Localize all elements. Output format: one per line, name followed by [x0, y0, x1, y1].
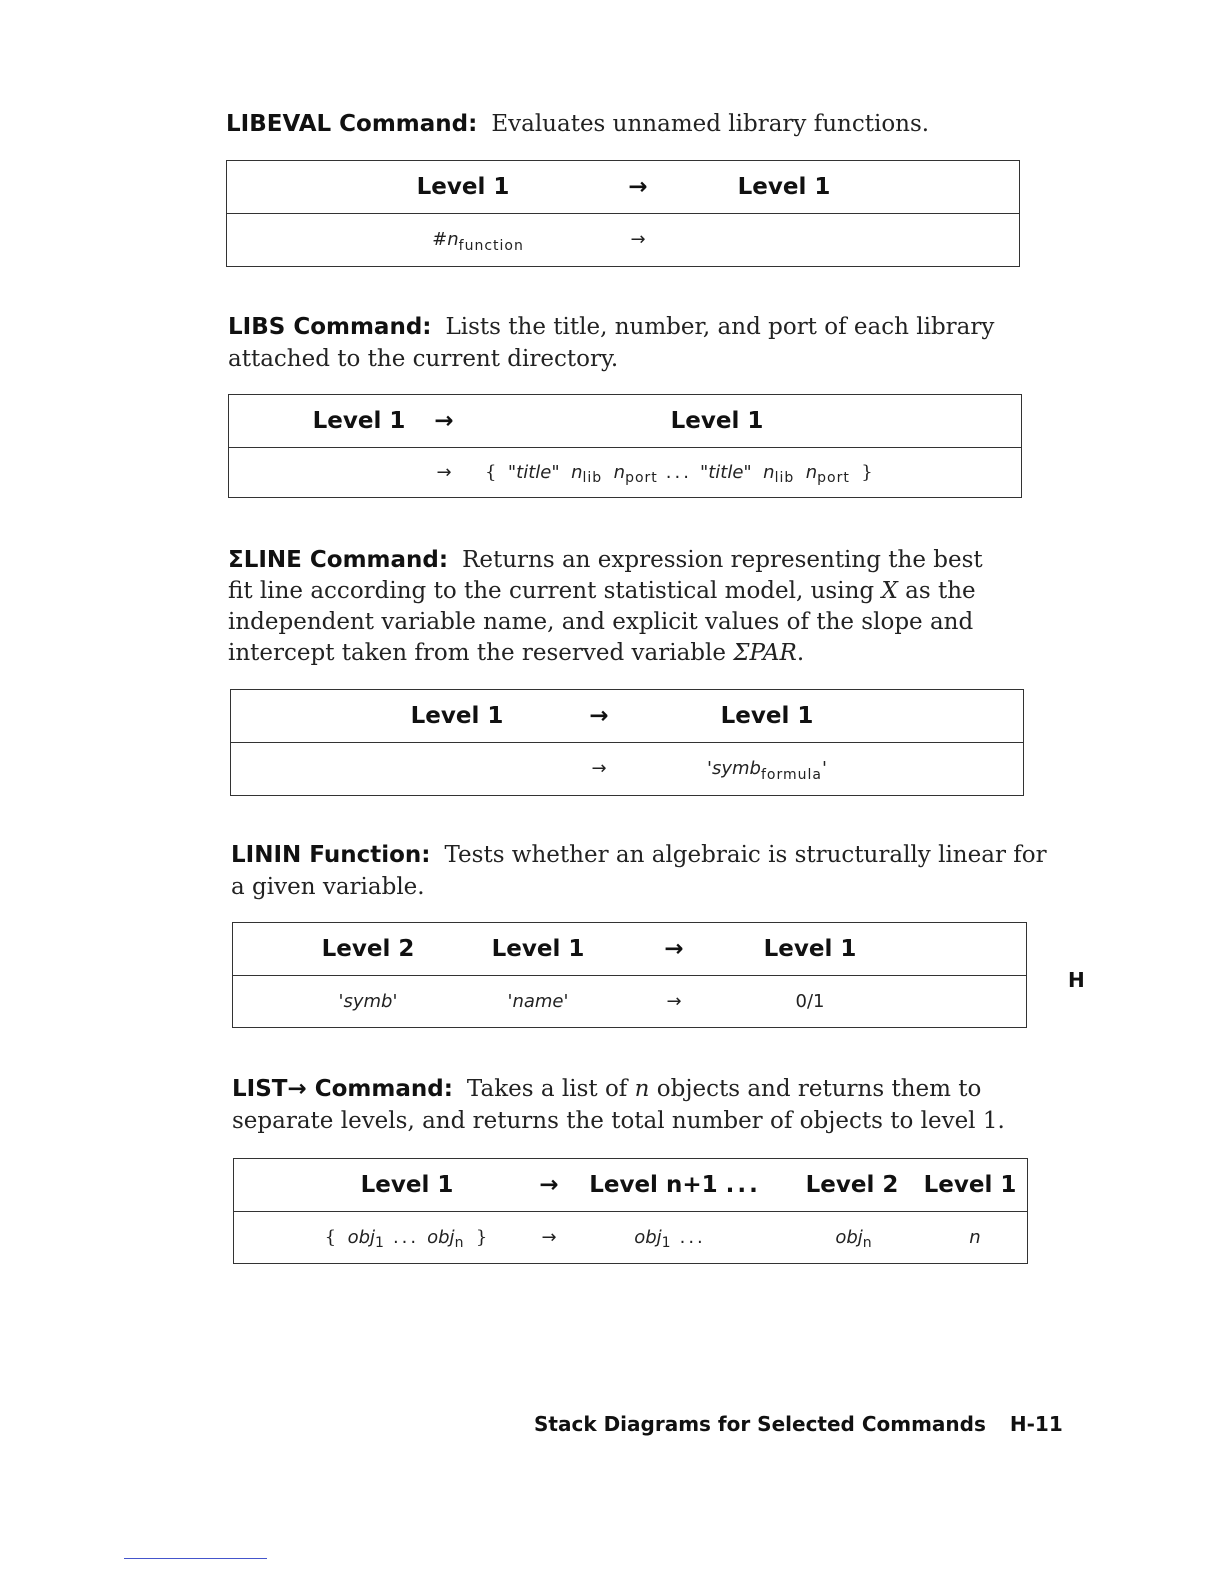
- linin-header-arrow: →: [664, 936, 684, 962]
- libs-header-arrow: →: [434, 408, 454, 434]
- sline-description-line1: Returns an expression representing the best: [462, 547, 983, 573]
- list-body-arrow: →: [541, 1226, 557, 1248]
- sline-heading: [228, 544, 983, 576]
- page-number: H-11: [1009, 1412, 1063, 1436]
- list-header-level1-output: Level 1: [923, 1172, 1017, 1198]
- sline-header-output: Level 1: [720, 703, 814, 729]
- list-header-level2: Level 2: [805, 1172, 899, 1198]
- libeval-header-output: Level 1: [737, 174, 831, 200]
- sline-command-name: ΣLINE Command:: [228, 547, 449, 573]
- sline-body-arrow: →: [591, 758, 607, 779]
- page-footer: [534, 1412, 1063, 1436]
- sline-description-line2: fit line according to the current statistical model, using X as the: [228, 578, 976, 604]
- list-command-name: LIST→ Command:: [232, 1076, 453, 1102]
- linin-command-name: LININ Function:: [231, 842, 431, 868]
- libeval-header-row: [227, 161, 1019, 214]
- libs-heading: [228, 311, 994, 343]
- linin-heading: [231, 839, 1047, 871]
- linin-description-line1: Tests whether an algebraic is structurally linear for: [444, 842, 1047, 868]
- list-output-obj1: obj 1 ...: [634, 1226, 706, 1251]
- sline-header-arrow: →: [589, 703, 609, 729]
- linin-input-level1: 'name': [507, 990, 569, 1012]
- sline-header-input: Level 1: [410, 703, 504, 729]
- libs-header-input: Level 1: [312, 408, 406, 434]
- sline-output-value: 'symb formula ': [707, 758, 827, 783]
- sline-body-row: [231, 742, 1023, 795]
- libs-description-line2: attached to the current directory.: [228, 346, 619, 372]
- libeval-input-value: #n function: [432, 229, 524, 254]
- libs-body-arrow: →: [436, 461, 452, 483]
- linin-stack-diagram: [232, 922, 1027, 1028]
- libs-description-line1: Lists the title, number, and port of each library: [445, 314, 995, 340]
- libs-command-name: LIBS Command:: [228, 314, 432, 340]
- libs-header-output: Level 1: [670, 408, 764, 434]
- list-stack-diagram: [233, 1158, 1028, 1264]
- libs-stack-diagram: [228, 394, 1022, 498]
- linin-body-row: [233, 975, 1026, 1027]
- list-heading: LIST→ Command: Takes a list of n objects and returns them to: [232, 1076, 982, 1102]
- linin-header-level1-input: Level 1: [491, 936, 585, 962]
- linin-body-arrow: →: [666, 990, 682, 1012]
- linin-header-level2: Level 2: [321, 936, 415, 962]
- footer-title: Stack Diagrams for Selected Commands: [534, 1412, 986, 1436]
- sline-description-line3: independent variable name, and explicit values of the slope and: [228, 609, 974, 635]
- libeval-command-name: LIBEVAL Command:: [226, 111, 478, 137]
- bottom-rule: [124, 1558, 267, 1559]
- libeval-body-row: [227, 213, 1019, 266]
- libeval-stack-diagram: [226, 160, 1020, 267]
- list-output-count: n: [969, 1226, 981, 1248]
- list-output-objn: obj n: [835, 1226, 873, 1251]
- appendix-tab-letter: H: [1068, 968, 1085, 992]
- libs-output-list: { "title" n lib n port ... "title" n lib n port }: [485, 461, 873, 486]
- list-header-arrow: →: [539, 1172, 559, 1198]
- linin-description-line2: a given variable.: [231, 874, 425, 900]
- libeval-heading: [226, 108, 929, 140]
- libeval-body-arrow: →: [630, 229, 646, 250]
- libeval-description: Evaluates unnamed library functions.: [491, 111, 930, 137]
- libeval-header-input: Level 1: [416, 174, 510, 200]
- libs-header-row: [229, 395, 1021, 448]
- sline-header-row: [231, 690, 1023, 743]
- list-header-input: Level 1: [360, 1172, 454, 1198]
- list-description-line2: separate levels, and returns the total number of objects to level 1.: [232, 1108, 1005, 1134]
- linin-header-row: [233, 923, 1026, 976]
- linin-input-level2: 'symb': [338, 990, 398, 1012]
- libs-body-row: [229, 447, 1021, 497]
- sline-description-line4: intercept taken from the reserved variable ΣPAR.: [228, 640, 805, 666]
- linin-output-value: 0/1: [795, 990, 825, 1012]
- list-header-level-n1: Level n+1 ...: [589, 1172, 761, 1198]
- list-input-value: { obj 1 ... obj n }: [324, 1226, 488, 1251]
- list-header-row: [234, 1159, 1027, 1212]
- libeval-header-arrow: →: [628, 174, 648, 200]
- linin-header-output: Level 1: [763, 936, 857, 962]
- sline-stack-diagram: [230, 689, 1024, 796]
- list-body-row: [234, 1211, 1027, 1263]
